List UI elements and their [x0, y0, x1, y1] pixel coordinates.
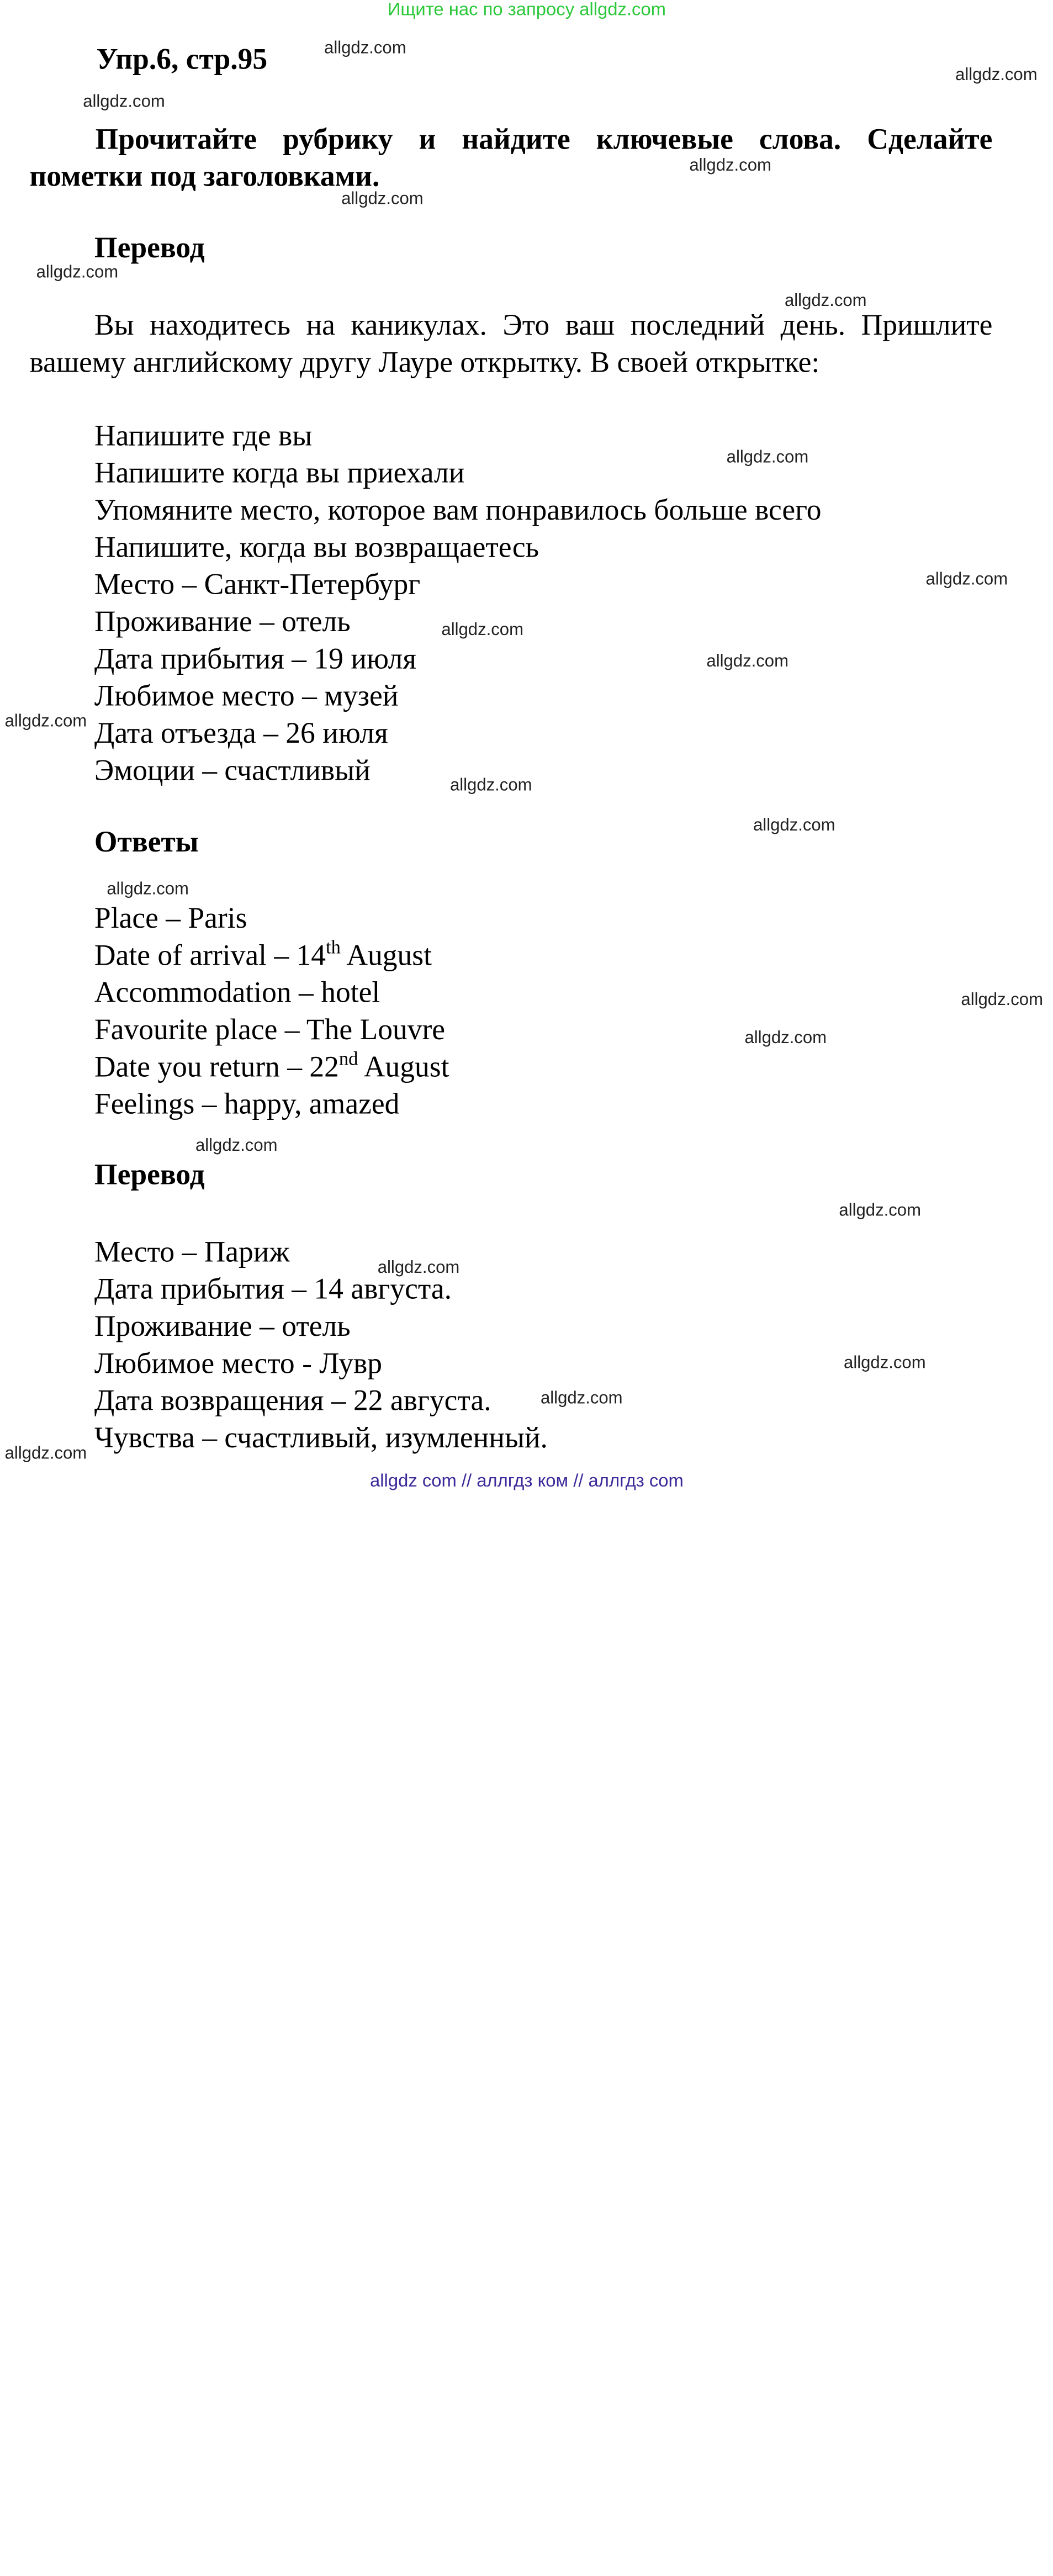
ordinal-suffix: nd: [338, 1049, 358, 1070]
answer-text: Accommodation – hotel: [94, 975, 380, 1009]
answer-item: [94, 1048, 449, 1085]
list-item: Проживание – отель: [94, 604, 351, 638]
watermark: allgdz.com: [107, 879, 189, 898]
translation-list-1: [94, 417, 822, 789]
exercise-title: Упр.6, стр.95: [96, 41, 268, 76]
answer-item: [94, 899, 449, 936]
answer-text: Favourite place – The Louvre: [94, 1012, 446, 1046]
watermark: allgdz.com: [195, 1135, 278, 1155]
watermark: allgdz.com: [36, 262, 119, 282]
watermark: allgdz.com: [540, 1388, 623, 1408]
watermark: allgdz.com: [4, 1443, 87, 1463]
translation-paragraph: Вы находитесь на каникулах. Это ваш последний день. Пришлите вашему английскому другу Лауре открытку. В своей открытке:: [29, 308, 993, 379]
watermark: allgdz.com: [784, 290, 867, 310]
watermark: allgdz.com: [441, 620, 523, 639]
answer-text: Date you return – 22: [94, 1049, 339, 1083]
list-item: Любимое место - Лувр: [94, 1346, 383, 1380]
watermark: allgdz.com: [324, 38, 406, 57]
translation-list-2: [94, 1233, 548, 1456]
ordinal-suffix: th: [326, 937, 341, 959]
watermark: allgdz.com: [925, 569, 1008, 589]
list-item: Место – Санкт-Петербург: [94, 567, 421, 601]
list-item: Упомяните место, которое вам понравилось больше всего: [94, 493, 822, 527]
list-item: Напишите где вы: [94, 418, 313, 452]
watermark: allgdz.com: [83, 91, 165, 111]
watermark: allgdz.com: [753, 815, 835, 834]
bottom-banner[interactable]: allgdz com // аллгдз ком // аллгдз com: [370, 1471, 684, 1491]
watermark: allgdz.com: [839, 1200, 921, 1220]
answer-item: [94, 1085, 449, 1122]
answer-text: Place – Paris: [94, 901, 247, 935]
list-item: Дата отъезда – 26 июля: [94, 716, 388, 750]
answers-heading: Ответы: [94, 824, 199, 858]
top-banner[interactable]: Ищите нас по запросу allgdz.com: [387, 0, 666, 20]
list-item: Дата прибытия – 14 августа.: [94, 1272, 452, 1305]
list-item: Дата прибытия – 19 июля: [94, 642, 416, 675]
list-item: Место – Париж: [94, 1234, 290, 1268]
translation-heading-1: Перевод: [94, 230, 205, 265]
watermark: allgdz.com: [961, 990, 1043, 1009]
list-item: Любимое место – музей: [94, 679, 399, 712]
answer-text: Date of arrival – 14: [94, 938, 326, 972]
list-item: Эмоции – счастливый: [94, 753, 371, 787]
watermark: allgdz.com: [726, 447, 809, 467]
list-item: Напишите когда вы приехали: [94, 456, 465, 489]
watermark: allgdz.com: [4, 711, 87, 731]
translation-heading-2: Перевод: [94, 1157, 205, 1191]
watermark: allgdz.com: [955, 65, 1038, 84]
answer-text: Feelings – happy, amazed: [94, 1087, 400, 1120]
watermark: allgdz.com: [341, 188, 424, 208]
task-instruction: Прочитайте рубрику и найдите ключевые слова. Сделайте пометки под заголовками.: [29, 122, 993, 193]
answers-list: [94, 899, 449, 1122]
watermark: allgdz.com: [744, 1028, 827, 1047]
watermark: allgdz.com: [689, 155, 771, 174]
answer-item: [94, 1011, 449, 1048]
list-item: Проживание – отель: [94, 1309, 351, 1343]
list-item: Чувства – счастливый, изумленный.: [94, 1420, 548, 1454]
watermark: allgdz.com: [377, 1257, 460, 1277]
answer-text: August: [358, 1049, 449, 1083]
watermark: allgdz.com: [706, 651, 789, 670]
watermark: allgdz.com: [844, 1353, 926, 1372]
list-item: Напишите, когда вы возвращаетесь: [94, 530, 539, 564]
watermark: allgdz.com: [449, 775, 532, 795]
answer-item: [94, 974, 449, 1011]
list-item: Дата возвращения – 22 августа.: [94, 1383, 491, 1417]
answer-item: [94, 937, 449, 974]
answer-text: August: [340, 938, 432, 972]
